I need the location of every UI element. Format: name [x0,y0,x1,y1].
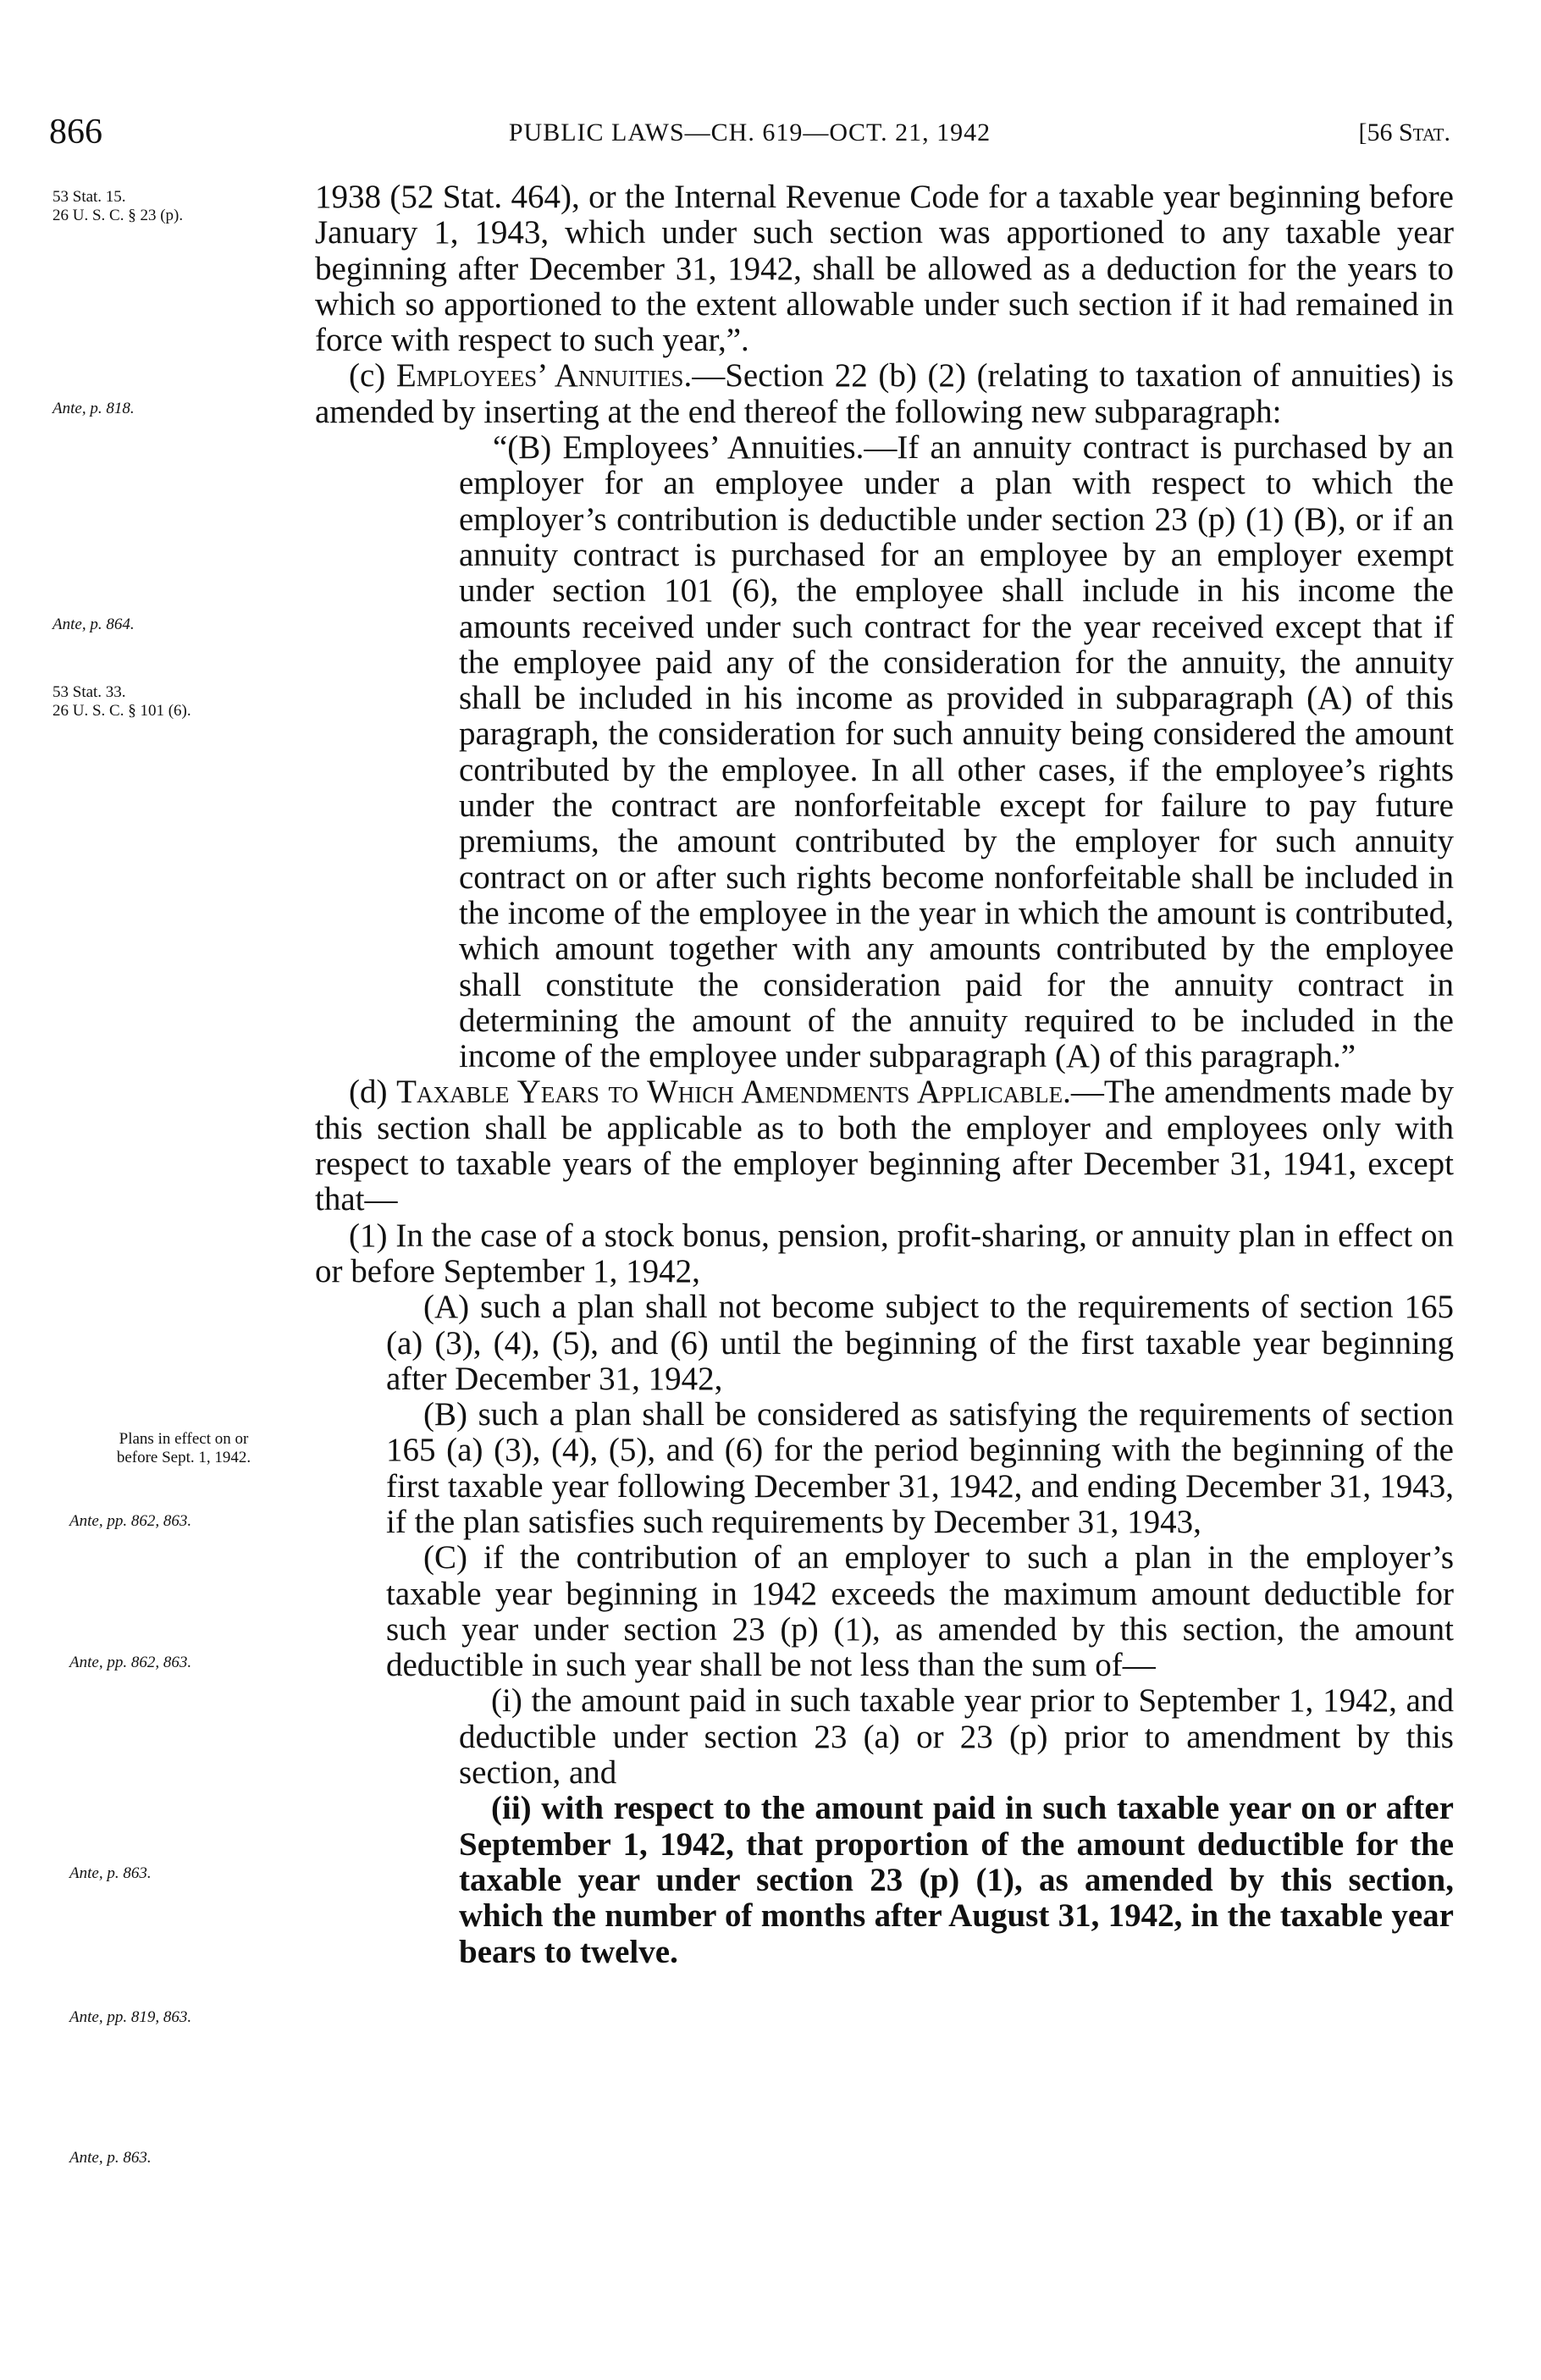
margin-note-text: Ante, p. 863. [69,2149,152,2167]
margin-note-line: 53 Stat. 15. [52,188,126,206]
margin-note-ante-864 [52,616,332,634]
paragraph-d-heading: Taxable Years to Which Amendments Applicable. [396,1074,1071,1111]
margin-note-text: Ante, p. 863. [69,1864,152,1882]
margin-note-ante-862-863-b [69,1654,349,1672]
margin-note-line: 26 U. S. C. § 23 (p). [52,207,184,224]
paragraph-c-label: (c) [349,357,396,395]
page-header [49,112,1450,159]
volume-ref-stat: Stat. [1399,119,1450,146]
clause-ii: (ii) with respect to the amount paid in such taxable year on or after September 1, 1942, that proportion of the amount deductible for the taxable year under section 23 (p) (1), as amended by this section, which the number of months after August 31, 1942, in the taxable year bears to twelve. [459,1790,1454,1970]
clause-b: (B) such a plan shall be considered as satisfying the requirements of section 165 (a) (3), (4), (5), and (6) for the period beginning with the beginning of the first taxable year following December 31, 1942, and ending December 31, 1943, if the plan satisfies such requirements by December 31, 1943, [386,1396,1454,1540]
paragraph-continuation: 1938 (52 Stat. 464), or the Internal Revenue Code for a taxable year beginning before January 1, 1943, which under such section was apportioned to any taxable year beginning after December 31, 1942, shall be allowed as a deduction for the years to which so apportioned to the extent allowable under such section if it had remained in force with respect to such year,”. [315,179,1454,359]
statute-body [315,179,1454,1970]
running-title: PUBLIC LAWS—CH. 619—OCT. 21, 1942 [508,119,991,146]
margin-note-ante-818 [52,400,332,418]
margin-note-ante-862-863-a [69,1512,349,1531]
clause-i: (i) the amount paid in such taxable year prior to September 1, 1942, and deductible under section 23 (a) or 23 (p) prior to amendment by this section, and [459,1682,1454,1792]
margin-note-text: Ante, p. 818. [52,400,135,417]
paragraph-d [315,1074,1454,1218]
margin-note-text: Ante, p. 864. [52,616,135,633]
margin-note-text: Ante, pp. 862, 863. [69,1512,192,1530]
paragraph-c-heading: Employees’ Annuities. [395,357,693,395]
volume-reference [1359,119,1451,147]
clause-c: (C) if the contribution of an employer to such a plan in the employer’s taxable year beginning in 1942 exceeds the maximum amount deductible for such year under section 23 (p) (1), as amended by this section, the amount deductible in such year shall be not less than the sum of— [386,1539,1454,1684]
clause-a: (A) such a plan shall not become subject to the requirements of section 165 (a) (3), (4), (5), and (6) until the beginning of the first taxable year beginning after December 31, 1942, [386,1289,1454,1397]
margin-note-stat-33 [52,683,332,721]
margin-note-line: before Sept. 1, 1942. [116,1449,251,1466]
margin-note-text: Ante, pp. 819, 863. [69,2008,192,2026]
margin-note-ante-863-a [69,1864,349,1883]
margin-note-line: 26 U. S. C. § 101 (6). [52,702,191,720]
volume-ref-prefix: [56 [1358,119,1399,146]
margin-note-text: Ante, pp. 862, 863. [69,1654,192,1671]
clause-1: (1) In the case of a stock bonus, pension, profit-sharing, or annuity plan in effect on or before September 1, 1942, [315,1217,1454,1289]
paragraph-d-text: —The amendments made by this section shall be applicable as to both the employer and employees only with respect to taxable years of the employer beginning after December 31, 1941, except that— [315,1074,1455,1218]
subparagraph-b-employees-annuities: “(B) Employees’ Annuities.—If an annuity contract is purchased by an employer for an employee under a plan with respect to which the employer’s contribution is deductible under section 23 (p) (1) (B), or if an annuity contract is purchased for an employee by an employer exempt under section 101 (6), the employee shall include in his income the amounts received under such contract for the year received except that if the employee paid any of the consideration for the annuity, the annuity shall be included in his income as provided in subparagraph (A) of this paragraph, the consideration for such annuity being considered the amount contributed by the employee. In all other cases, if the employee’s rights under the contract are nonforfeitable except for failure to pay future premiums, the amount contributed by the employer for such annuity contract on or after such rights become nonforfeitable shall be included in the income of the employee in the year in which the amount is contributed, which amount together with any amounts contributed by the employee shall constitute the consideration paid for the annuity contract in determining the amount of the annuity required to be included in the income of the employee under subparagraph (A) of this paragraph.” [459,429,1454,1075]
margin-note-stat-15 [52,188,332,225]
paragraph-d-label: (d) [349,1074,397,1111]
page-number: 866 [49,113,102,152]
paragraph-c [315,358,1454,430]
margin-note-ante-863-b [69,2149,349,2167]
margin-note-plans-in-effect [44,1430,323,1467]
margin-note-line: Plans in effect on or [119,1430,249,1448]
margin-note-line: 53 Stat. 33. [52,683,126,701]
margin-note-ante-819-863 [69,2008,349,2027]
paragraph-c-text: —Section 22 (b) (2) (relating to taxation of annuities) is amended by inserting at the end thereof the following new subparagraph: [315,357,1454,430]
